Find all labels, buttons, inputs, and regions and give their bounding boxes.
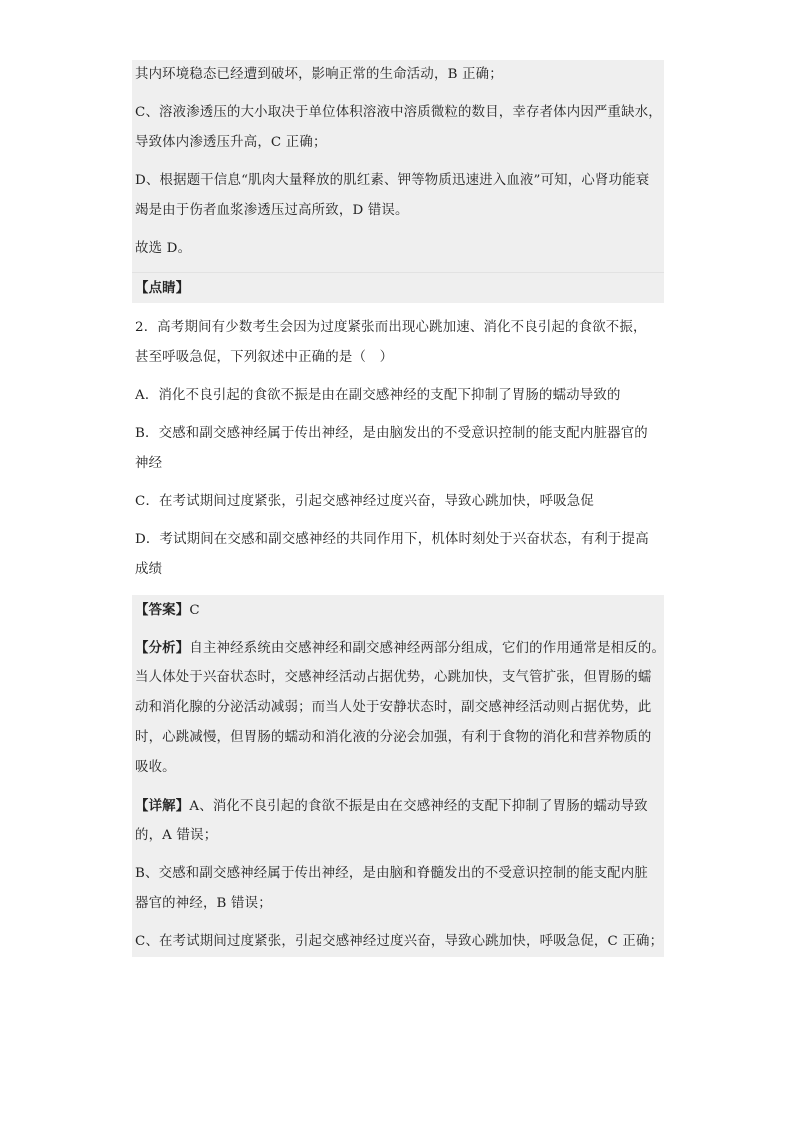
prev-answer-d-line2: 竭是由于伤者血浆渗透压过高所致，D 错误。 — [135, 203, 409, 218]
prev-answer-c-line1: C、溶液渗透压的大小取决于单位体积溶液中溶质微粒的数目，幸存者体内因严重缺水， — [135, 105, 662, 120]
question-2-block — [132, 313, 664, 585]
option-d-line2: 成绩 — [135, 562, 163, 577]
answer-value: C — [189, 603, 200, 618]
analysis-line1 — [132, 633, 664, 663]
prev-answer-block — [132, 60, 664, 303]
prev-answer-c-line2: 导致体内渗透压升高，C 正确； — [135, 135, 327, 150]
question-2-stem-line2: 甚至呼吸急促，下列叙述中正确的是（ ） — [135, 350, 394, 365]
detail-b-line2: 器官的神经，B 错误； — [135, 896, 272, 911]
analysis-line4: 时，心跳减慢，但胃肠的蠕动和消化液的分泌会加强，有利于食物的消化和营养物质的 — [135, 730, 652, 745]
analysis-line2: 当人体处于兴奋状态时，交感神经活动占据优势，心跳加快，支气管扩张，但胃肠的蠕 — [135, 670, 652, 685]
prev-answer-b-cont: 其内环境稳态已经遭到破坏，影响正常的生命活动，B 正确； — [135, 67, 503, 82]
analysis-label: 【分析】 — [135, 640, 190, 656]
prev-answer-d-line1: D、根据题干信息“肌肉大量释放的肌红素、钾等物质迅速进入血液”可知，心肾功能衰 — [135, 173, 650, 188]
detail-a-line2: 的，A 错误； — [135, 828, 218, 843]
analysis-line3: 动和消化腺的分泌活动减弱；而当人处于安静状态时，副交感神经活动则占据优势，此 — [135, 700, 652, 715]
option-d-line1: D．考试期间在交感和副交感神经的共同作用下，机体时刻处于兴奋状态，有利于提高 — [135, 532, 649, 547]
dianjing-heading: 【点睛】 — [135, 280, 190, 296]
answer-2-block — [132, 595, 664, 957]
option-b-line2: 神经 — [135, 456, 163, 471]
prev-answer-conclusion: 故选 D。 — [135, 241, 192, 256]
analysis-line5: 吸收。 — [135, 760, 176, 775]
detail-a-line1 — [132, 791, 664, 821]
option-a: A．消化不良引起的食欲不振是由在副交感神经的支配下抑制了胃肠的蠕动导致的 — [135, 388, 621, 403]
detail-c-line1: C、在考试期间过度紧张，引起交感神经过度兴奋，导致心跳加快，呼吸急促，C 正确； — [135, 934, 664, 949]
analysis-text-1: 自主神经系统由交感神经和副交感神经两部分组成，它们的作用通常是相反的。 — [189, 641, 666, 656]
option-c: C．在考试期间过度紧张，引起交感神经过度兴奋，导致心跳加快，呼吸急促 — [135, 494, 594, 509]
answer-line — [132, 595, 664, 625]
answer-label: 【答案】 — [135, 602, 190, 618]
detail-b-line1: B、交感和副交感神经属于传出神经，是由脑和脊髓发出的不受意识控制的能支配内脏 — [135, 866, 648, 881]
document-page — [132, 60, 664, 957]
detail-label: 【详解】 — [135, 798, 190, 814]
option-b-line1: B．交感和副交感神经属于传出神经，是由脑发出的不受意识控制的能支配内脏器官的 — [135, 426, 648, 441]
detail-a-text-1: A、消化不良引起的食欲不振是由在交感神经的支配下抑制了胃肠的蠕动导致 — [189, 799, 648, 814]
question-2-stem-line1: 2．高考期间有少数考生会因为过度紧张而出现心跳加速、消化不良引起的食欲不振， — [135, 320, 647, 335]
